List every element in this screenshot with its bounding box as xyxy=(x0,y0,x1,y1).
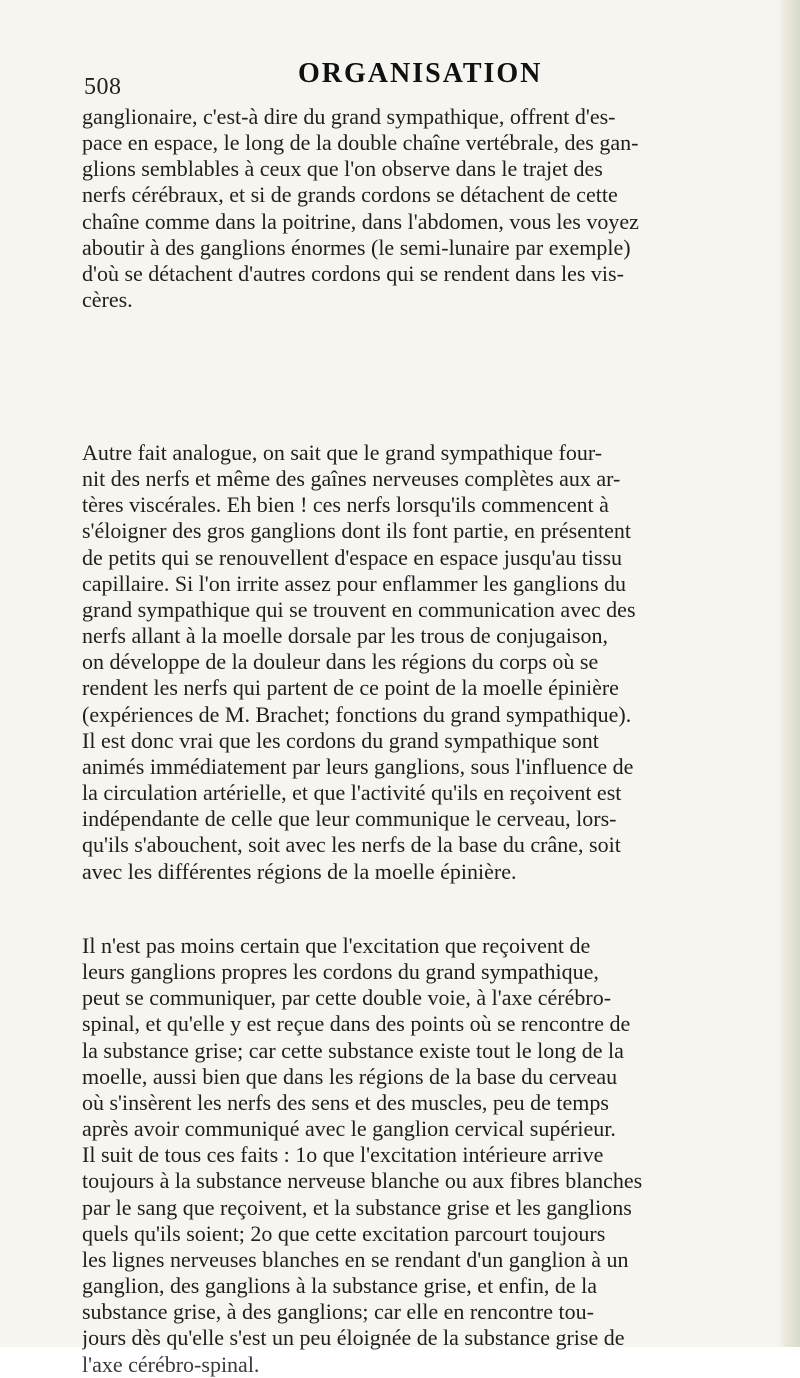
text-line: on développe de la douleur dans les régions du corps où se xyxy=(82,649,599,675)
paragraph-1 xyxy=(82,104,722,313)
text-line: pace en espace, le long de la double chaîne vertébrale, des gan- xyxy=(82,130,639,156)
text-line: la circulation artérielle, et que l'activité qu'ils en reçoivent est xyxy=(82,780,622,806)
text-line: aboutir à des ganglions énormes (le semi-lunaire par exemple) xyxy=(82,234,631,260)
text-line: d'où se détachent d'autres cordons qui se rendent dans les vis- xyxy=(82,260,624,286)
text-line: substance grise, à des ganglions; car elle en rencontre tou- xyxy=(82,1299,594,1325)
text-line: nit des nerfs et même des gaînes nerveuses complètes aux ar- xyxy=(82,466,621,492)
text-line: peut se communiquer, par cette double voie, à l'axe cérébro- xyxy=(82,985,612,1011)
text-line: Il est donc vrai que les cordons du grand sympathique sont xyxy=(82,727,599,753)
text-line: chaîne comme dans la poitrine, dans l'abdomen, vous les voyez xyxy=(82,208,639,234)
text-line: par le sang que reçoivent, et la substance grise et les ganglions xyxy=(82,1194,632,1220)
text-line: s'éloigner des gros ganglions dont ils font partie, en présentent xyxy=(82,518,631,544)
page-edge-shadow xyxy=(778,0,800,1347)
text-line: ganglion, des ganglions à la substance grise, et enfin, de la xyxy=(82,1273,598,1299)
text-line: indépendante de celle que leur communique le cerveau, lors- xyxy=(82,806,617,832)
text-line: nerfs allant à la moelle dorsale par les trous de conjugaison, xyxy=(82,623,608,649)
text-line: l'axe cérébro-spinal. xyxy=(82,1351,260,1377)
text-line: ganglionaire, c'est-à dire du grand sympathique, offrent d'es- xyxy=(82,104,616,129)
text-line: les lignes nerveuses blanches en se rendant d'un ganglion à un xyxy=(82,1246,629,1272)
paragraph-2 xyxy=(82,440,722,885)
text-line: (expériences de M. Brachet; fonctions du grand sympathique). xyxy=(82,701,632,727)
text-line: cères. xyxy=(82,287,133,313)
text-line: jours dès qu'elle s'est un peu éloignée de la substance grise de xyxy=(82,1325,625,1351)
text-line: Il suit de tous ces faits : 1o que l'excitation intérieure arrive xyxy=(82,1142,604,1168)
text-line: avec les différentes régions de la moelle épinière. xyxy=(82,858,517,884)
text-line: animés immédiatement par leurs ganglions, sous l'influence de xyxy=(82,753,634,779)
text-line: glions semblables à ceux que l'on observe dans le trajet des xyxy=(82,156,603,182)
text-line: Autre fait analogue, on sait que le grand sympathique four- xyxy=(82,440,603,465)
text-line: grand sympathique qui se trouvent en communication avec des xyxy=(82,596,636,622)
text-line: de petits qui se renouvellent d'espace en espace jusqu'au tissu xyxy=(82,544,623,570)
text-line: spinal, et qu'elle y est reçue dans des points où se rencontre de xyxy=(82,1011,631,1037)
text-line: tères viscérales. Eh bien ! ces nerfs lorsqu'ils commencent à xyxy=(82,492,609,518)
text-line: rendent les nerfs qui partent de ce point de la moelle épinière xyxy=(82,675,619,701)
text-line: quels qu'ils soient; 2o que cette excitation parcourt toujours xyxy=(82,1220,606,1246)
text-line: la substance grise; car cette substance existe tout le long de la xyxy=(82,1037,624,1063)
text-line: moelle, aussi bien que dans les régions de la base du cerveau xyxy=(82,1063,618,1089)
running-header: ORGANISATION xyxy=(298,58,543,89)
text-line: toujours à la substance nerveuse blanche ou aux fibres blanches xyxy=(82,1168,643,1194)
page-number: 508 xyxy=(84,74,122,100)
text-line: leurs ganglions propres les cordons du grand sympathique, xyxy=(82,959,599,985)
text-line: capillaire. Si l'on irrite assez pour enflammer les ganglions du xyxy=(82,570,627,596)
text-line: après avoir communiqué avec le ganglion cervical supérieur. xyxy=(82,1116,616,1142)
paragraph-3 xyxy=(82,933,722,1378)
text-line: nerfs cérébraux, et si de grands cordons se détachent de cette xyxy=(82,182,618,208)
text-line: où s'insèrent les nerfs des sens et des muscles, peu de temps xyxy=(82,1089,609,1115)
text-line: Il n'est pas moins certain que l'excitation que reçoivent de xyxy=(82,933,591,958)
text-line: qu'ils s'abouchent, soit avec les nerfs de la base du crâne, soit xyxy=(82,832,621,858)
